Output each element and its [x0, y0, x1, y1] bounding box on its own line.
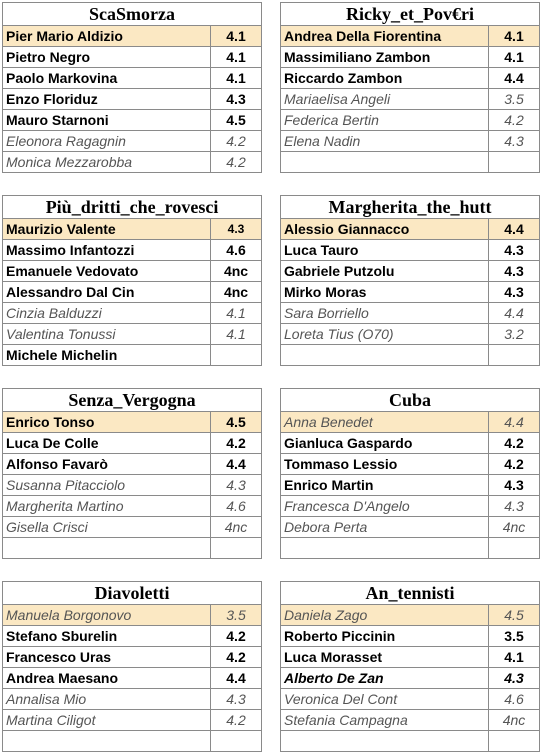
player-row	[3, 152, 262, 173]
player-row	[281, 689, 540, 710]
player-name: Mariaelisa Angeli	[281, 89, 489, 110]
player-rating: 4.2	[211, 647, 262, 668]
team-name: An_tennisti	[281, 582, 540, 605]
player-name: Luca De Colle	[3, 433, 211, 454]
player-rating: 4nc	[211, 517, 262, 538]
player-row	[281, 131, 540, 152]
player-rating: 4.3	[489, 475, 540, 496]
player-row	[281, 433, 540, 454]
player-row	[281, 710, 540, 731]
player-name: Francesco Uras	[3, 647, 211, 668]
team-table	[280, 581, 540, 752]
player-rating: 4.6	[489, 689, 540, 710]
player-rating: 4nc	[489, 710, 540, 731]
team-name: Ricky_et_Pov€ri	[281, 3, 540, 26]
player-rating: 4.1	[211, 68, 262, 89]
player-rating: 3.2	[489, 324, 540, 345]
player-row	[281, 475, 540, 496]
team-name: Senza_Vergogna	[3, 389, 262, 412]
player-row	[3, 647, 262, 668]
player-row	[3, 605, 262, 626]
player-rating	[211, 345, 262, 366]
team-name: Più_dritti_che_rovesci	[3, 196, 262, 219]
player-rating: 4.3	[489, 131, 540, 152]
player-name: Riccardo Zambon	[281, 68, 489, 89]
player-row	[3, 261, 262, 282]
player-row	[3, 219, 262, 240]
player-row	[281, 517, 540, 538]
player-row	[3, 626, 262, 647]
player-rating: 4.5	[211, 412, 262, 433]
player-name: Enrico Tonso	[3, 412, 211, 433]
player-name: Luca Tauro	[281, 240, 489, 261]
player-name: Martina Ciligot	[3, 710, 211, 731]
player-name: Mirko Moras	[281, 282, 489, 303]
player-name: Enzo Floriduz	[3, 89, 211, 110]
player-name: Maurizio Valente	[3, 219, 211, 240]
player-rating: 4.3	[211, 89, 262, 110]
player-row	[281, 324, 540, 345]
player-row	[3, 26, 262, 47]
player-row	[3, 282, 262, 303]
player-rating: 3.5	[489, 626, 540, 647]
player-rating: 4.5	[211, 110, 262, 131]
player-row	[3, 303, 262, 324]
player-rating: 4.3	[489, 282, 540, 303]
player-name: Sara Borriello	[281, 303, 489, 324]
player-row	[3, 731, 262, 752]
player-name: Daniela Zago	[281, 605, 489, 626]
player-row	[281, 538, 540, 559]
player-row	[281, 261, 540, 282]
player-rating: 4.2	[489, 433, 540, 454]
player-rating	[489, 538, 540, 559]
player-rating: 3.5	[489, 89, 540, 110]
team-table	[2, 195, 262, 366]
player-name: Andrea Maesano	[3, 668, 211, 689]
player-row	[3, 689, 262, 710]
player-row	[281, 110, 540, 131]
player-name: Debora Perta	[281, 517, 489, 538]
player-row	[3, 110, 262, 131]
player-row	[3, 517, 262, 538]
player-name: Gianluca Gaspardo	[281, 433, 489, 454]
team-table	[2, 581, 262, 752]
player-rating: 4.4	[489, 68, 540, 89]
player-rating: 4.3	[211, 475, 262, 496]
player-row	[3, 538, 262, 559]
player-rating: 4.4	[489, 219, 540, 240]
team-table	[2, 2, 262, 173]
team-table	[280, 2, 540, 173]
player-name	[3, 731, 211, 752]
player-row	[3, 496, 262, 517]
player-name: Anna Benedet	[281, 412, 489, 433]
player-row	[3, 89, 262, 110]
player-name: Monica Mezzarobba	[3, 152, 211, 173]
player-name: Francesca D'Angelo	[281, 496, 489, 517]
player-rating: 4.2	[211, 152, 262, 173]
player-row	[3, 324, 262, 345]
player-row	[281, 152, 540, 173]
player-name: Valentina Tonussi	[3, 324, 211, 345]
player-row	[3, 131, 262, 152]
player-row	[3, 345, 262, 366]
player-name: Paolo Markovina	[3, 68, 211, 89]
player-rating: 4.2	[489, 110, 540, 131]
player-row	[3, 412, 262, 433]
team-table	[280, 195, 540, 366]
team-name: Cuba	[281, 389, 540, 412]
player-name: Andrea Della Fiorentina	[281, 26, 489, 47]
team-name: Diavoletti	[3, 582, 262, 605]
player-row	[281, 647, 540, 668]
player-name: Stefania Campagna	[281, 710, 489, 731]
player-name	[3, 538, 211, 559]
player-row	[3, 47, 262, 68]
player-row	[3, 668, 262, 689]
team-table	[280, 388, 540, 559]
player-rating	[211, 731, 262, 752]
player-row	[281, 240, 540, 261]
player-name: Manuela Borgonovo	[3, 605, 211, 626]
player-rating: 4.1	[211, 47, 262, 68]
player-rating	[489, 345, 540, 366]
player-row	[281, 454, 540, 475]
player-rating: 4.1	[489, 647, 540, 668]
player-rating: 4.3	[489, 261, 540, 282]
player-row	[281, 89, 540, 110]
player-rating: 4nc	[211, 282, 262, 303]
player-name: Massimo Infantozzi	[3, 240, 211, 261]
player-name: Margherita Martino	[3, 496, 211, 517]
player-rating: 4.1	[211, 324, 262, 345]
player-name	[281, 152, 489, 173]
player-name: Loreta Tius (O70)	[281, 324, 489, 345]
team-name: ScaSmorza	[3, 3, 262, 26]
player-row	[3, 475, 262, 496]
player-row	[281, 731, 540, 752]
player-name	[281, 731, 489, 752]
player-rating	[489, 731, 540, 752]
player-row	[281, 626, 540, 647]
player-rating: 4.3	[211, 689, 262, 710]
player-rating	[211, 538, 262, 559]
player-row	[281, 68, 540, 89]
player-name: Stefano Sburelin	[3, 626, 211, 647]
player-name: Roberto Piccinin	[281, 626, 489, 647]
player-row	[3, 240, 262, 261]
player-row	[281, 412, 540, 433]
player-name: Elena Nadin	[281, 131, 489, 152]
player-row	[281, 47, 540, 68]
player-row	[3, 710, 262, 731]
player-rating: 4.1	[211, 26, 262, 47]
player-name: Alessio Giannacco	[281, 219, 489, 240]
player-rating: 4.6	[211, 496, 262, 517]
player-row	[281, 219, 540, 240]
player-rating: 4.3	[211, 219, 262, 240]
player-rating: 4.1	[211, 303, 262, 324]
player-name: Michele Michelin	[3, 345, 211, 366]
team-table	[2, 388, 262, 559]
player-name: Tommaso Lessio	[281, 454, 489, 475]
player-name: Pietro Negro	[3, 47, 211, 68]
player-name: Alfonso Favarò	[3, 454, 211, 475]
player-name: Annalisa Mio	[3, 689, 211, 710]
player-name: Cinzia Balduzzi	[3, 303, 211, 324]
player-rating: 4.4	[489, 412, 540, 433]
player-rating: 4.3	[489, 240, 540, 261]
player-rating: 4nc	[211, 261, 262, 282]
player-rating: 4.3	[489, 668, 540, 689]
player-rating: 4.4	[211, 668, 262, 689]
player-rating: 4.5	[489, 605, 540, 626]
player-row	[3, 68, 262, 89]
player-name: Pier Mario Aldizio	[3, 26, 211, 47]
player-rating: 4.2	[211, 433, 262, 454]
team-name: Margherita_the_hutt	[281, 196, 540, 219]
player-row	[281, 496, 540, 517]
player-name: Federica Bertin	[281, 110, 489, 131]
player-rating: 4.2	[211, 626, 262, 647]
player-rating: 4.1	[489, 47, 540, 68]
player-rating: 4.1	[489, 26, 540, 47]
player-name: Alberto De Zan	[281, 668, 489, 689]
player-name: Massimiliano Zambon	[281, 47, 489, 68]
player-name: Gabriele Putzolu	[281, 261, 489, 282]
player-name: Veronica Del Cont	[281, 689, 489, 710]
player-rating: 4.2	[489, 454, 540, 475]
player-row	[3, 454, 262, 475]
player-rating: 4.2	[211, 710, 262, 731]
player-row	[281, 605, 540, 626]
player-name: Enrico Martin	[281, 475, 489, 496]
player-rating: 4.4	[489, 303, 540, 324]
player-row	[281, 303, 540, 324]
player-row	[281, 282, 540, 303]
player-rating: 4.4	[211, 454, 262, 475]
player-name: Gisella Crisci	[3, 517, 211, 538]
player-name: Susanna Pitacciolo	[3, 475, 211, 496]
player-name: Eleonora Ragagnin	[3, 131, 211, 152]
player-name: Luca Morasset	[281, 647, 489, 668]
player-name: Mauro Starnoni	[3, 110, 211, 131]
player-row	[281, 668, 540, 689]
player-rating: 4.2	[211, 131, 262, 152]
player-name: Emanuele Vedovato	[3, 261, 211, 282]
player-row	[281, 26, 540, 47]
player-rating: 4nc	[489, 517, 540, 538]
player-rating: 3.5	[211, 605, 262, 626]
player-name	[281, 538, 489, 559]
player-row	[281, 345, 540, 366]
player-name: Alessandro Dal Cin	[3, 282, 211, 303]
player-rating: 4.3	[489, 496, 540, 517]
player-rating: 4.6	[211, 240, 262, 261]
player-rating	[489, 152, 540, 173]
player-name	[281, 345, 489, 366]
player-row	[3, 433, 262, 454]
